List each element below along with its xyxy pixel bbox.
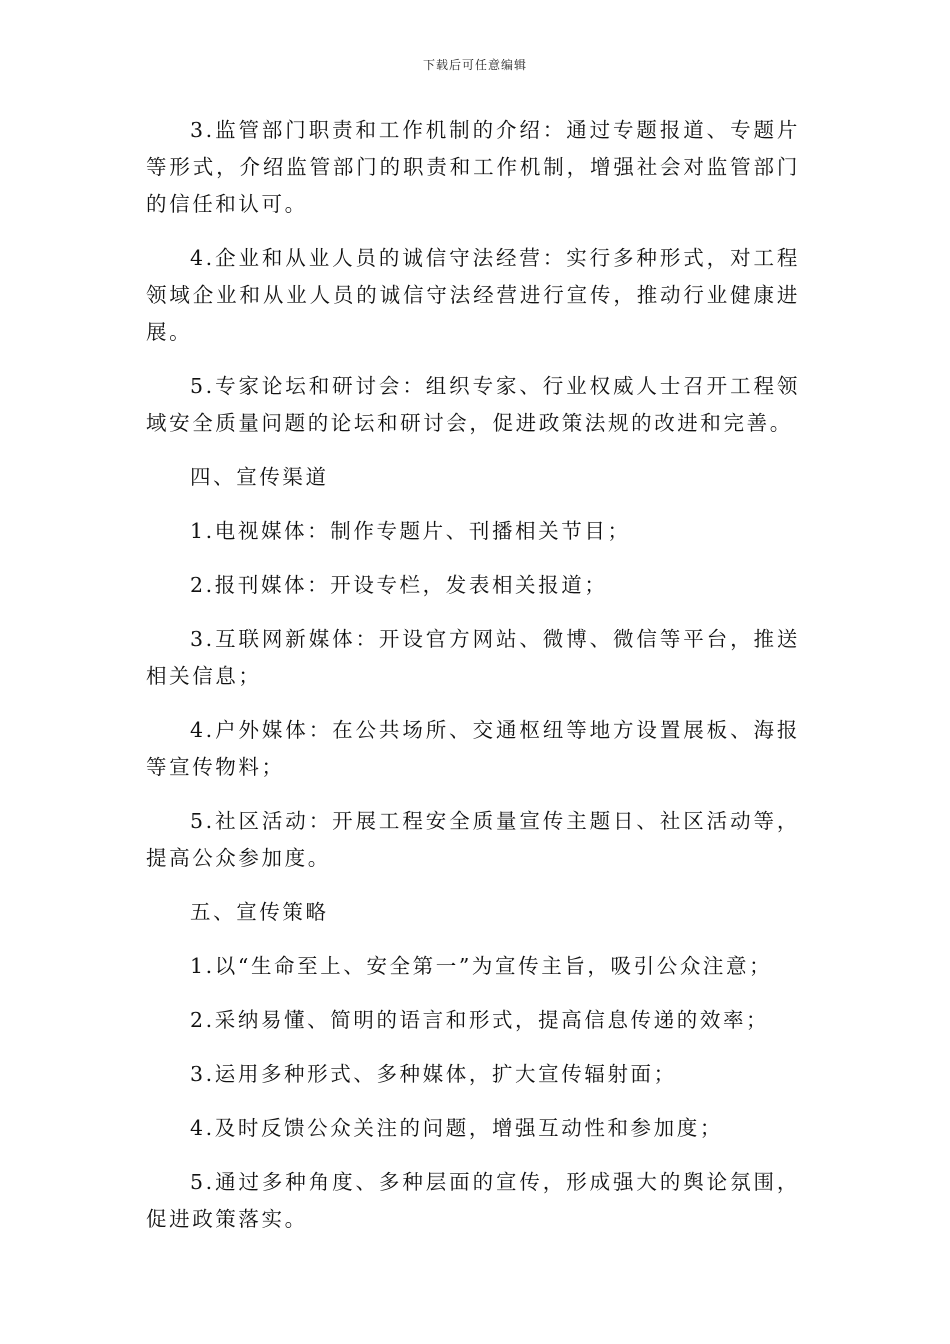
paragraph-expert-forum: 5.专家论坛和研讨会：组织专家、行业权威人士召开工程领域安全质量问题的论坛和研讨会，促进政策法规的改进和完善。 — [146, 374, 800, 435]
list-item-strategy-atmosphere: 5.通过多种角度、多种层面的宣传，形成强大的舆论氛围，促进政策落实。 — [146, 1170, 800, 1231]
section-heading-channels: 四、宣传渠道 — [190, 465, 329, 489]
list-item-internet-media: 3.互联网新媒体：开设官方网站、微博、微信等平台，推送相关信息； — [146, 627, 800, 688]
list-item-outdoor-media: 4.户外媒体：在公共场所、交通枢纽等地方设置展板、海报等宣传物料； — [146, 718, 800, 779]
document-body — [146, 112, 800, 1238]
paragraph-integrity-operation: 4.企业和从业人员的诚信守法经营：实行多种形式，对工程领域企业和从业人员的诚信守法经营进行宣传，推动行业健康进展。 — [146, 246, 800, 344]
list-item-strategy-language: 2.采纳易懂、简明的语言和形式，提高信息传递的效率； — [190, 1008, 770, 1032]
list-item-strategy-feedback: 4.及时反馈公众关注的问题，增强互动性和参加度； — [190, 1116, 723, 1140]
section-heading-strategy: 五、宣传策略 — [190, 900, 329, 924]
list-item-strategy-theme: 1.以“生命至上、安全第一”为宣传主旨，吸引公众注意； — [190, 954, 773, 978]
list-item-tv-media: 1.电视媒体：制作专题片、刊播相关节目； — [190, 519, 631, 543]
list-item-strategy-media: 3.运用多种形式、多种媒体，扩大宣传辐射面； — [190, 1062, 677, 1086]
paragraph-supervision-intro: 3.监管部门职责和工作机制的介绍：通过专题报道、专题片等形式，介绍监管部门的职责和工作机制，增强社会对监管部门的信任和认可。 — [146, 118, 800, 216]
list-item-print-media: 2.报刊媒体：开设专栏，发表相关报道； — [190, 573, 608, 597]
list-item-community-activity: 5.社区活动：开展工程安全质量宣传主题日、社区活动等，提高公众参加度。 — [146, 809, 800, 870]
page-header: 下载后可任意编辑 — [422, 58, 527, 72]
